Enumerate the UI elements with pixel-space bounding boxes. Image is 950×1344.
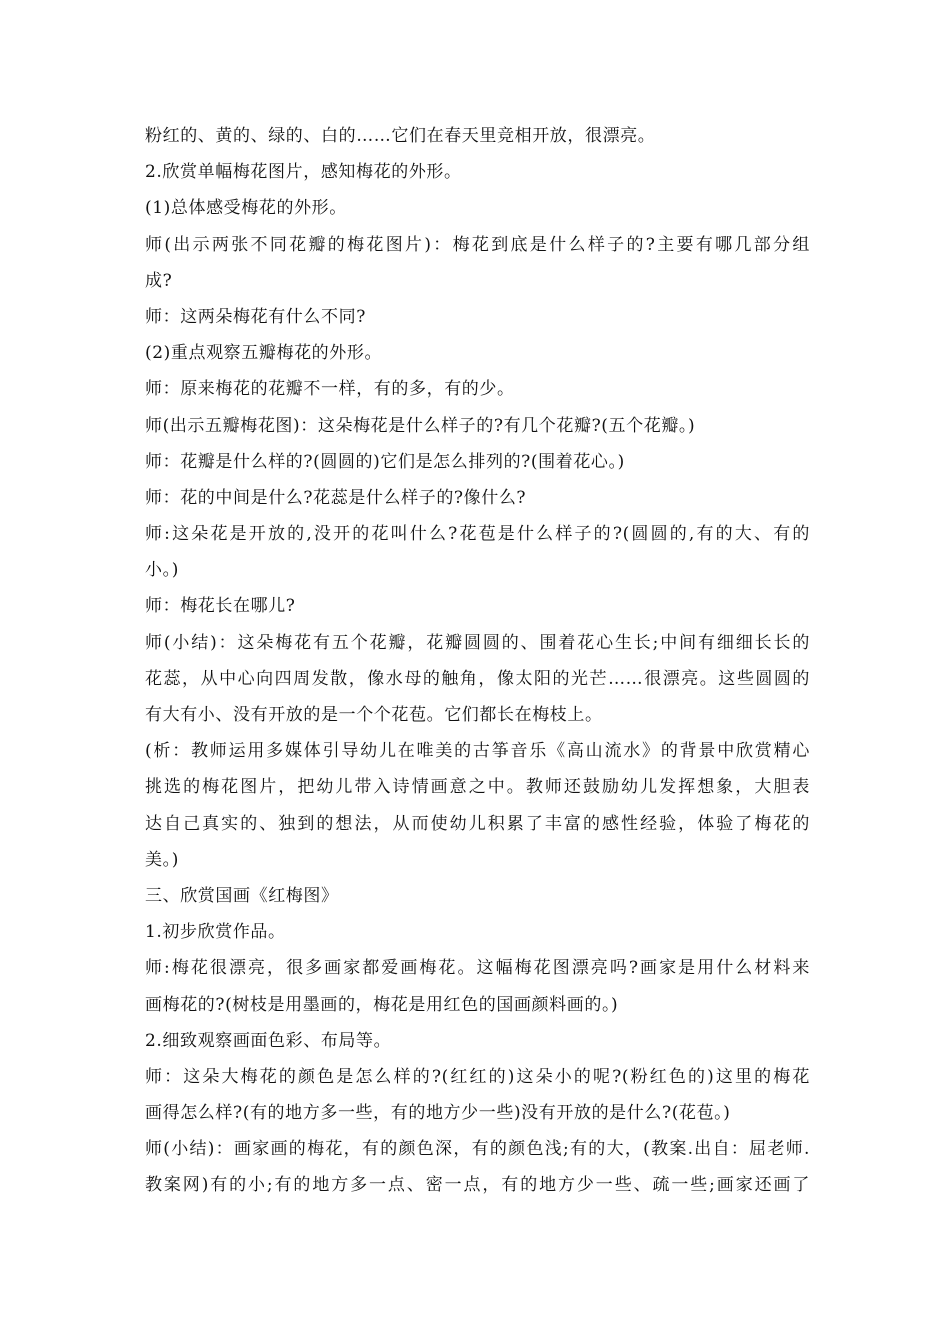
text-line: 挑选的梅花图片，把幼儿带入诗情画意之中。教师还鼓励幼儿发挥想象，大胆表 — [145, 777, 810, 798]
text-line: 师：这两朵梅花有什么不同? — [145, 306, 366, 327]
text-line: 美。) — [145, 849, 179, 870]
text-line: 师(小结)：这朵梅花有五个花瓣，花瓣圆圆的、围着花心生长;中间有细细长长的 — [145, 632, 810, 653]
text-line: 师(出示五瓣梅花图)：这朵梅花是什么样子的?有几个花瓣?(五个花瓣。) — [145, 415, 696, 436]
body-text — [145, 118, 810, 1204]
text-line: (2)重点观察五瓣梅花的外形。 — [145, 343, 383, 364]
text-line: 师：花的中间是什么?花蕊是什么样子的?像什么? — [145, 487, 527, 508]
text-line: 师:这朵花是开放的,没开的花叫什么?花苞是什么样子的?(圆圆的,有的大、有的 — [145, 524, 810, 545]
text-line: 1.初步欣赏作品。 — [145, 922, 286, 943]
text-line: 师：这朵大梅花的颜色是怎么样的?(红红的)这朵小的呢?(粉红色的)这里的梅花 — [145, 1066, 810, 1087]
text-line: 小。) — [145, 560, 179, 581]
text-line: 有大有小、没有开放的是一个个花苞。它们都长在梅枝上。 — [145, 705, 603, 725]
text-line: 画梅花的?(树枝是用墨画的，梅花是用红色的国画颜料画的。) — [145, 994, 619, 1015]
text-line: 画得怎么样?(有的地方多一些，有的地方少一些)没有开放的是什么?(花苞。) — [145, 1103, 731, 1124]
text-line: 师:梅花很漂亮，很多画家都爱画梅花。这幅梅花图漂亮吗?画家是用什么材料来 — [145, 958, 810, 979]
text-line: 师：原来梅花的花瓣不一样，有的多，有的少。 — [145, 379, 515, 400]
text-line: (析：教师运用多媒体引导幼儿在唯美的古筝音乐《高山流水》的背景中欣赏精心 — [145, 741, 810, 762]
text-line: 达自己真实的、独到的想法，从而使幼儿积累了丰富的感性经验，体验了梅花的 — [145, 813, 810, 834]
text-line: 粉红的、黄的、绿的、白的……它们在春天里竞相开放，很漂亮。 — [145, 126, 656, 146]
text-line: 师(出示两张不同花瓣的梅花图片)：梅花到底是什么样子的?主要有哪几部分组 — [145, 234, 810, 255]
text-line: 师(小结)：画家画的梅花，有的颜色深，有的颜色浅;有的大，(教案.出自：屈老师. — [145, 1139, 810, 1160]
text-line: 2.细致观察画面色彩、布局等。 — [145, 1030, 392, 1051]
text-line: 2.欣赏单幅梅花图片，感知梅花的外形。 — [145, 162, 462, 183]
text-line: 三、欣赏国画《红梅图》 — [145, 885, 339, 906]
text-line: 师：花瓣是什么样的?(圆圆的)它们是怎么排列的?(围着花心。) — [145, 451, 625, 472]
text-line: 师：梅花长在哪儿? — [145, 596, 296, 617]
text-line: 花蕊，从中心向四周发散，像水母的触角，像太阳的光芒……很漂亮。这些圆圆的 — [145, 668, 810, 689]
text-line: 成? — [145, 270, 173, 291]
text-line: 教案网)有的小;有的地方多一点、密一点，有的地方少一些、疏一些;画家还画了 — [145, 1175, 810, 1196]
text-line: (1)总体感受梅花的外形。 — [145, 198, 347, 219]
